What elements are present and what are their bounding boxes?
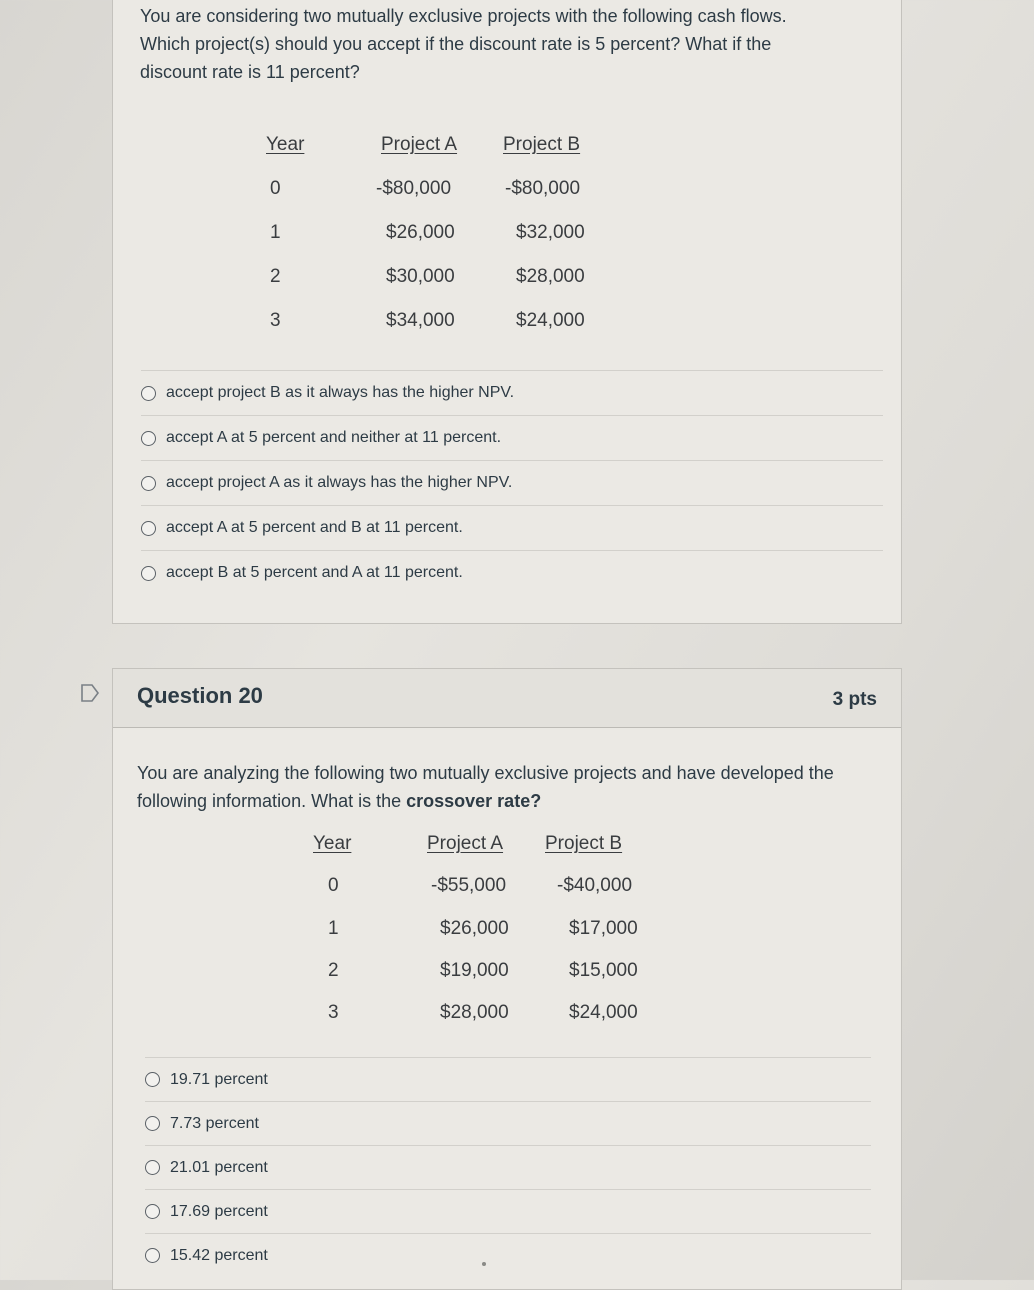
q19-year-cell: 2 — [270, 266, 281, 287]
radio-button[interactable] — [141, 431, 156, 446]
answer-label: 15.42 percent — [170, 1246, 268, 1264]
q20-project-b-cell: $15,000 — [569, 960, 638, 981]
q20-year-cell: 3 — [328, 1002, 339, 1023]
q20-project-a-cell: $28,000 — [440, 1002, 509, 1023]
answer-option[interactable] — [141, 370, 883, 415]
question-points: 3 pts — [832, 689, 877, 710]
q20-project-a-cell: -$55,000 — [431, 875, 507, 896]
question-header — [113, 669, 901, 728]
q19-project-a-header: Project A — [381, 134, 458, 155]
q20-project-b-cell: $17,000 — [569, 918, 638, 939]
q19-year-cell: 1 — [270, 222, 281, 243]
q19-answer-list — [141, 370, 883, 595]
answer-label: accept project A as it always has the higher NPV. — [166, 474, 513, 491]
radio-button[interactable] — [141, 566, 156, 581]
q20-year-cell: 0 — [328, 875, 339, 896]
q19-project-a-cell: $34,000 — [386, 310, 455, 331]
answer-option[interactable] — [145, 1145, 871, 1189]
q20-project-a-cell: $26,000 — [440, 918, 509, 939]
answer-label: 19.71 percent — [170, 1070, 268, 1088]
q20-answer-list — [145, 1057, 871, 1277]
answer-label: 21.01 percent — [170, 1158, 268, 1176]
q19-project-b-cell: $24,000 — [516, 310, 585, 331]
radio-button[interactable] — [145, 1072, 160, 1087]
speck — [482, 1262, 486, 1266]
question-20-text — [137, 759, 877, 815]
q19-project-b-cell: $28,000 — [516, 266, 585, 287]
q19-project-a-cell: -$80,000 — [376, 178, 452, 199]
q19-project-b-cell: $32,000 — [516, 222, 585, 243]
answer-option[interactable] — [141, 415, 883, 460]
answer-label: 7.73 percent — [170, 1114, 259, 1132]
answer-option[interactable] — [145, 1189, 871, 1233]
q19-project-a-cell: $30,000 — [386, 266, 455, 287]
question-text-main: You are analyzing the following two mutually exclusive projects and have developed the following information. What is the — [137, 763, 834, 811]
answer-option[interactable] — [141, 550, 883, 595]
question-20-panel — [112, 668, 902, 1290]
answer-label: accept B at 5 percent and A at 11 percent. — [166, 564, 463, 581]
q20-project-a-header: Project A — [427, 833, 504, 854]
answer-option[interactable] — [141, 505, 883, 550]
q20-project-a-cell: $19,000 — [440, 960, 509, 981]
answer-label: accept A at 5 percent and B at 11 percent. — [166, 519, 463, 536]
radio-button[interactable] — [145, 1248, 160, 1263]
radio-button[interactable] — [141, 476, 156, 491]
q19-year-header: Year — [266, 134, 305, 155]
radio-button[interactable] — [145, 1116, 160, 1131]
radio-button[interactable] — [145, 1160, 160, 1175]
q20-year-header: Year — [313, 833, 352, 854]
q20-year-cell: 2 — [328, 960, 339, 981]
answer-label: accept A at 5 percent and neither at 11 percent. — [166, 429, 502, 446]
q19-project-a-cell: $26,000 — [386, 222, 455, 243]
answer-label: accept project B as it always has the higher NPV. — [166, 384, 515, 401]
answer-option[interactable] — [141, 460, 883, 505]
q20-project-b-cell: $24,000 — [569, 1002, 638, 1023]
radio-button[interactable] — [145, 1204, 160, 1219]
answer-label: 17.69 percent — [170, 1202, 268, 1220]
answer-option[interactable] — [145, 1233, 871, 1277]
answer-option[interactable] — [145, 1057, 871, 1101]
q20-project-b-cell: -$40,000 — [557, 875, 633, 896]
question-19-panel — [112, 0, 902, 624]
q19-project-b-header: Project B — [503, 134, 581, 155]
q19-year-cell: 0 — [270, 178, 281, 199]
question-19-text: You are considering two mutually exclusive projects with the following cash flows. Which project(s) should you accept if the discount rate is 5 percent? What if the discount rate is 11 percent? — [140, 6, 787, 82]
q19-project-b-cell: -$80,000 — [505, 178, 581, 199]
radio-button[interactable] — [141, 521, 156, 536]
question-text-emphasis: crossover rate? — [406, 791, 542, 811]
q20-project-b-header: Project B — [545, 833, 623, 854]
q20-year-cell: 1 — [328, 918, 339, 939]
q19-year-cell: 3 — [270, 310, 281, 331]
question-title: Question 20 — [137, 683, 263, 708]
answer-option[interactable] — [145, 1101, 871, 1145]
radio-button[interactable] — [141, 386, 156, 401]
flag-icon[interactable] — [80, 684, 100, 702]
